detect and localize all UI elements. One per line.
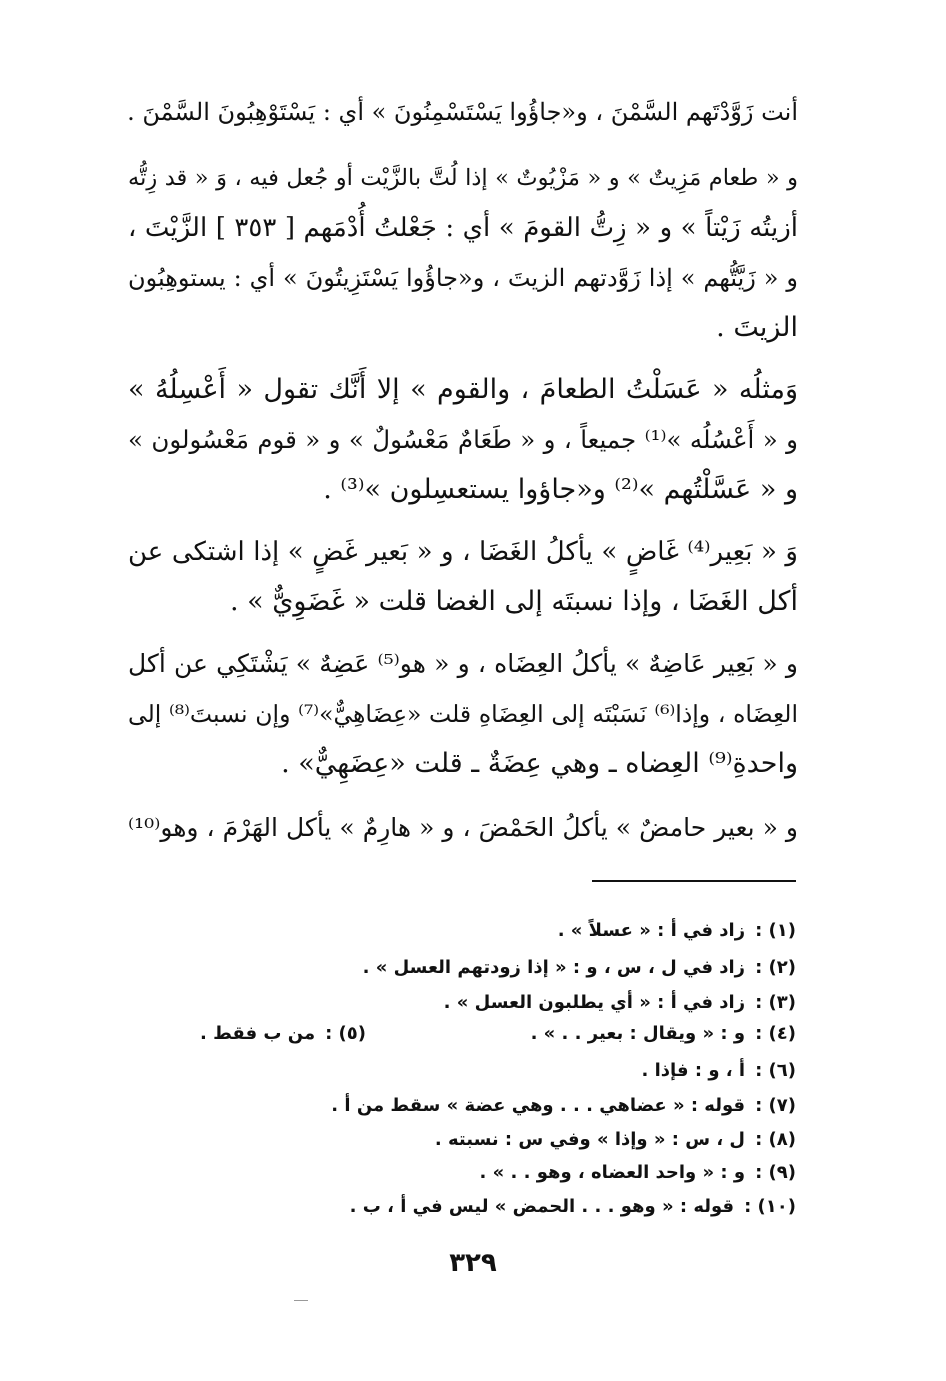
text-line: وَمثلُه « عَسَلْتُ الطعامَ ، والقوم » إلا أَنَّك تقول « أَعْسِلُهُ » [128, 374, 798, 405]
footnote-text: قوله : « وهو . . . الحمض » ليس في أ ، ب . [349, 1196, 735, 1217]
footnote [642, 1056, 796, 1086]
text-line: أكل الغَضَا ، وإذا نسبتَه إلى الغضا قلت « غَضَوِيٌّ » . [230, 586, 798, 617]
footnote-number: (٧) : [755, 1095, 796, 1116]
footnote [331, 1091, 796, 1121]
footnote-number: (٦) : [755, 1060, 796, 1081]
text-line: وَ « بَعِير⁽⁴⁾ غَاضٍ » يأكلُ الغَضَا ، و « بَعير غَضٍ » إذا اشتكى عن [128, 537, 798, 567]
text-line: الزيتَ . [716, 312, 798, 343]
text-line: و « زَيَّتُّهم » إذا زَوَّدتهم الزيتَ ، و«جاؤُوا يَسْتَزِيتُونَ » أي : يستوهِبُون [128, 264, 798, 292]
text-line: و « أَعْسُلُه »⁽¹⁾ جميعاً ، و « طَعَامٌ مَعْسُولٌ » و « قوم مَعْسُولون » [128, 425, 798, 454]
footnote-number: (٤) : [755, 1023, 796, 1044]
text-line: العِضَاه ، وإذا⁽⁶⁾ نَسَبْتَه إلى العِضَاهِ قلت «عِضَاهِيٌّ»⁽⁷⁾ وإن نسبتَ⁽⁸⁾ إلى [128, 700, 798, 728]
footnote-number: (٢) : [755, 957, 796, 978]
footnote-number: (٨) : [755, 1129, 796, 1150]
scan-mark [294, 1300, 308, 1301]
footnote [480, 1158, 797, 1188]
text-line: و « بَعِير عَاضِهٌ » يأكلُ العِضَاه ، و « هو⁽⁵⁾ عَضِهٌ » يَشْتَكِي عن أكل [128, 649, 798, 678]
footnote-text: قوله : « عضاهي . . . وهي عضة » سقط من أ . [331, 1095, 746, 1116]
footnote [531, 1019, 796, 1049]
footnote-text: و : « ويقال : بعير . . » . [530, 1023, 746, 1044]
text-line: أنت زَوَّدْتَهم السَّمْنَ ، و«جاؤُوا يَسْتَسْمِنُونَ » أي : يَسْتَوْهِبُونَ السَّمْنَ . [127, 98, 798, 126]
footnote-text: زاد في ل ، س ، و : « إذا زودتهم العسل » . [362, 957, 746, 978]
footnote-text: أ ، و : فإذا . [641, 1060, 746, 1081]
text-line: و « بعير حامضٌ » يأكلُ الحَمْضَ ، و « هارِمٌ » يأكل الهَرْمَ ، وهو⁽¹⁰⁾ [128, 813, 798, 842]
footnote-number: (٣) : [755, 992, 796, 1013]
footnote-text: و : « واحد العضاه ، وهو . . » . [479, 1162, 746, 1183]
footnote-text: ل ، س : « وإذا » وفي س : نسبته . [434, 1129, 746, 1150]
text-line: أزيتُه زَيْتاً » و « زِتُّ القومَ » أي : جَعْلتُ أُدْمَهم [ ٣٥٣ ] الزَّيْتَ ، [128, 213, 799, 243]
footnote-separator [592, 880, 796, 882]
footnote [444, 988, 796, 1018]
footnote-number: (١٠) : [744, 1196, 796, 1217]
footnote [350, 1192, 796, 1222]
text-line: و « عَسَّلْتُهم »⁽²⁾ و«جاؤوا يستعسِلون »⁽³⁾ . [323, 474, 798, 505]
text-line: واحدةِ⁽⁹⁾ العِضاه ـ وهي عِضَةٌ ـ قلت «عِضَهِيٌّ» . [281, 748, 798, 779]
footnote-text: من ب فقط . [200, 1023, 316, 1044]
footnote [200, 1019, 366, 1049]
footnote [435, 1125, 796, 1155]
footnote-text: زاد في أ : « أي يطلبون العسل » . [443, 992, 746, 1013]
footnote-number: (٥) : [325, 1023, 367, 1044]
footnote-number: (١) : [755, 920, 796, 941]
footnote-text: زاد في أ : « عسلاً » . [557, 920, 746, 941]
footnote [363, 953, 796, 983]
page-number: ٣٢٩ [449, 1248, 497, 1278]
footnote-number: (٩) : [755, 1162, 796, 1183]
footnote [558, 916, 796, 946]
text-line: و « طعام مَزِيتٌ » و « مَزْيُوتٌ » إذا لُتَّ بالزَّيْت أو جُعل فيه ، وَ « قد زِتُّه [128, 165, 798, 191]
